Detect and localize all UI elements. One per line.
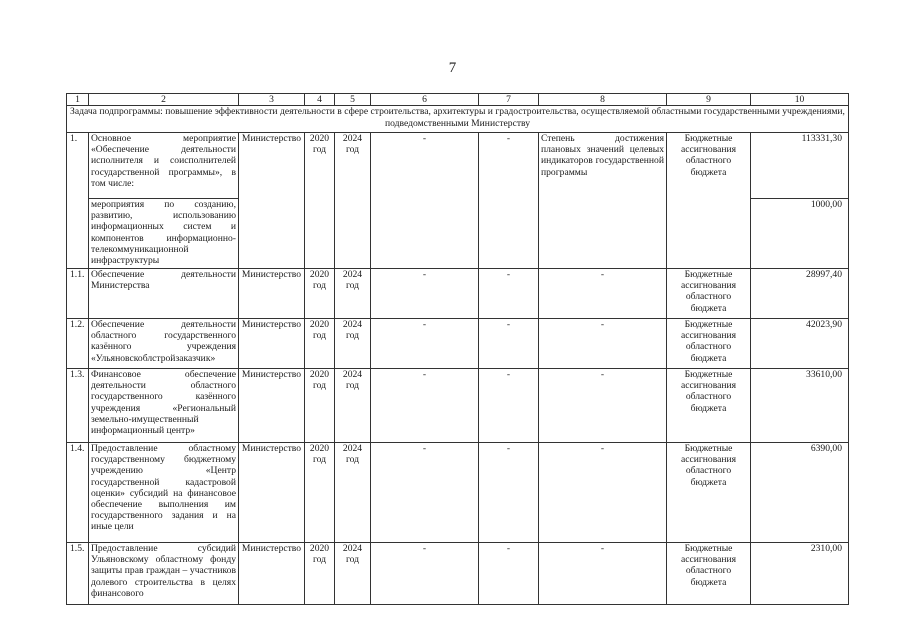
- row-number: 1.4.: [67, 443, 89, 543]
- header-cell: 10: [751, 94, 849, 106]
- row-source: Бюджетные ассигнования областного бюджета: [667, 319, 751, 369]
- row-number: 1.2.: [67, 319, 89, 369]
- table-row: [67, 543, 849, 605]
- row-end: 2024 год: [335, 543, 371, 605]
- row-executor: Министерство: [239, 319, 305, 369]
- row-col7: -: [479, 269, 539, 319]
- row-start: 2020 год: [305, 443, 335, 543]
- row-number: 1.: [67, 133, 89, 269]
- row-name: Обеспечение деятельности областного государственного казённого учреждения «Ульяновскоблстройзаказчик»: [89, 319, 239, 369]
- row-indicator: -: [539, 543, 667, 605]
- row-name: Финансовое обеспечение деятельности областного государственного казённого учреждения «Региональный земельно-имущественный информационный центр»: [89, 369, 239, 443]
- header-cell: 9: [667, 94, 751, 106]
- header-cell: 8: [539, 94, 667, 106]
- row-name: Основное мероприятие «Обеспечение деятельности исполнителя и соисполнителей государственной программы», в том числе:: [89, 133, 239, 199]
- header-cell: 5: [335, 94, 371, 106]
- row-col6: -: [371, 133, 479, 269]
- row-number: 1.1.: [67, 269, 89, 319]
- row-col7: -: [479, 443, 539, 543]
- row-start: 2020 год: [305, 133, 335, 269]
- header-cell: 7: [479, 94, 539, 106]
- header-cell: 3: [239, 94, 305, 106]
- row-indicator: -: [539, 369, 667, 443]
- row-col6: -: [371, 319, 479, 369]
- header-cell: 2: [89, 94, 239, 106]
- table-row: [67, 443, 849, 543]
- row-indicator: -: [539, 269, 667, 319]
- row-number: 1.3.: [67, 369, 89, 443]
- row-indicator: -: [539, 319, 667, 369]
- row-amount: 28997,40: [751, 269, 849, 319]
- row-end: 2024 год: [335, 133, 371, 269]
- row-name: мероприятия по созданию, развитию, использованию информационных систем и компонентов информационно-телекоммуникационной инфраструктуры: [89, 199, 239, 269]
- row-col6: -: [371, 443, 479, 543]
- row-name: Предоставление областному государственному бюджетному учреждению «Центр государственной кадастровой оценки» субсидий на финансовое обеспечение выполнения им государственного задания и на иные цели: [89, 443, 239, 543]
- row-source: Бюджетные ассигнования областного бюджета: [667, 269, 751, 319]
- row-source: Бюджетные ассигнования областного бюджета: [667, 133, 751, 269]
- row-start: 2020 год: [305, 269, 335, 319]
- header-cell: 4: [305, 94, 335, 106]
- row-col6: -: [371, 369, 479, 443]
- row-end: 2024 год: [335, 443, 371, 543]
- page-number: 7: [448, 60, 457, 76]
- header-cell: 1: [67, 94, 89, 106]
- task-row: [67, 106, 849, 133]
- row-number: 1.5.: [67, 543, 89, 605]
- row-executor: Министерство: [239, 443, 305, 543]
- row-indicator: -: [539, 443, 667, 543]
- row-indicator: Степень достижения плановых значений целевых индикаторов государственной программы: [539, 133, 667, 269]
- row-col7: -: [479, 543, 539, 605]
- row-col7: -: [479, 133, 539, 269]
- table-row: [67, 369, 849, 443]
- row-col7: -: [479, 319, 539, 369]
- row-executor: Министерство: [239, 133, 305, 269]
- table-row: [67, 133, 849, 199]
- row-start: 2020 год: [305, 369, 335, 443]
- row-end: 2024 год: [335, 369, 371, 443]
- row-source: Бюджетные ассигнования областного бюджета: [667, 369, 751, 443]
- table-row: [67, 319, 849, 369]
- header-cell: 6: [371, 94, 479, 106]
- row-name: Обеспечение деятельности Министерства: [89, 269, 239, 319]
- row-amount: 33610,00: [751, 369, 849, 443]
- table-row: [67, 269, 849, 319]
- row-executor: Министерство: [239, 369, 305, 443]
- row-start: 2020 год: [305, 319, 335, 369]
- row-start: 2020 год: [305, 543, 335, 605]
- row-executor: Министерство: [239, 543, 305, 605]
- task-text: Задача подпрограммы: повышение эффективности деятельности в сфере строительства, архитектуры и градостроительства, осуществляемой областными государственными учреждениями, подведомственными Министерству: [67, 106, 849, 133]
- row-col7: -: [479, 369, 539, 443]
- row-amount: 2310,00: [751, 543, 849, 605]
- row-amount: 42023,90: [751, 319, 849, 369]
- row-amount: 6390,00: [751, 443, 849, 543]
- row-col6: -: [371, 269, 479, 319]
- row-amount: 113331,30: [751, 133, 849, 199]
- row-end: 2024 год: [335, 319, 371, 369]
- header-row: [67, 94, 849, 106]
- row-name: Предоставление субсидий Ульяновскому областному фонду защиты прав граждан – участников долевого строительства в целях финансового: [89, 543, 239, 605]
- row-end: 2024 год: [335, 269, 371, 319]
- row-source: Бюджетные ассигнования областного бюджета: [667, 443, 751, 543]
- row-source: Бюджетные ассигнования областного бюджета: [667, 543, 751, 605]
- row-executor: Министерство: [239, 269, 305, 319]
- row-amount: 1000,00: [751, 199, 849, 269]
- program-table: [66, 93, 849, 605]
- row-col6: -: [371, 543, 479, 605]
